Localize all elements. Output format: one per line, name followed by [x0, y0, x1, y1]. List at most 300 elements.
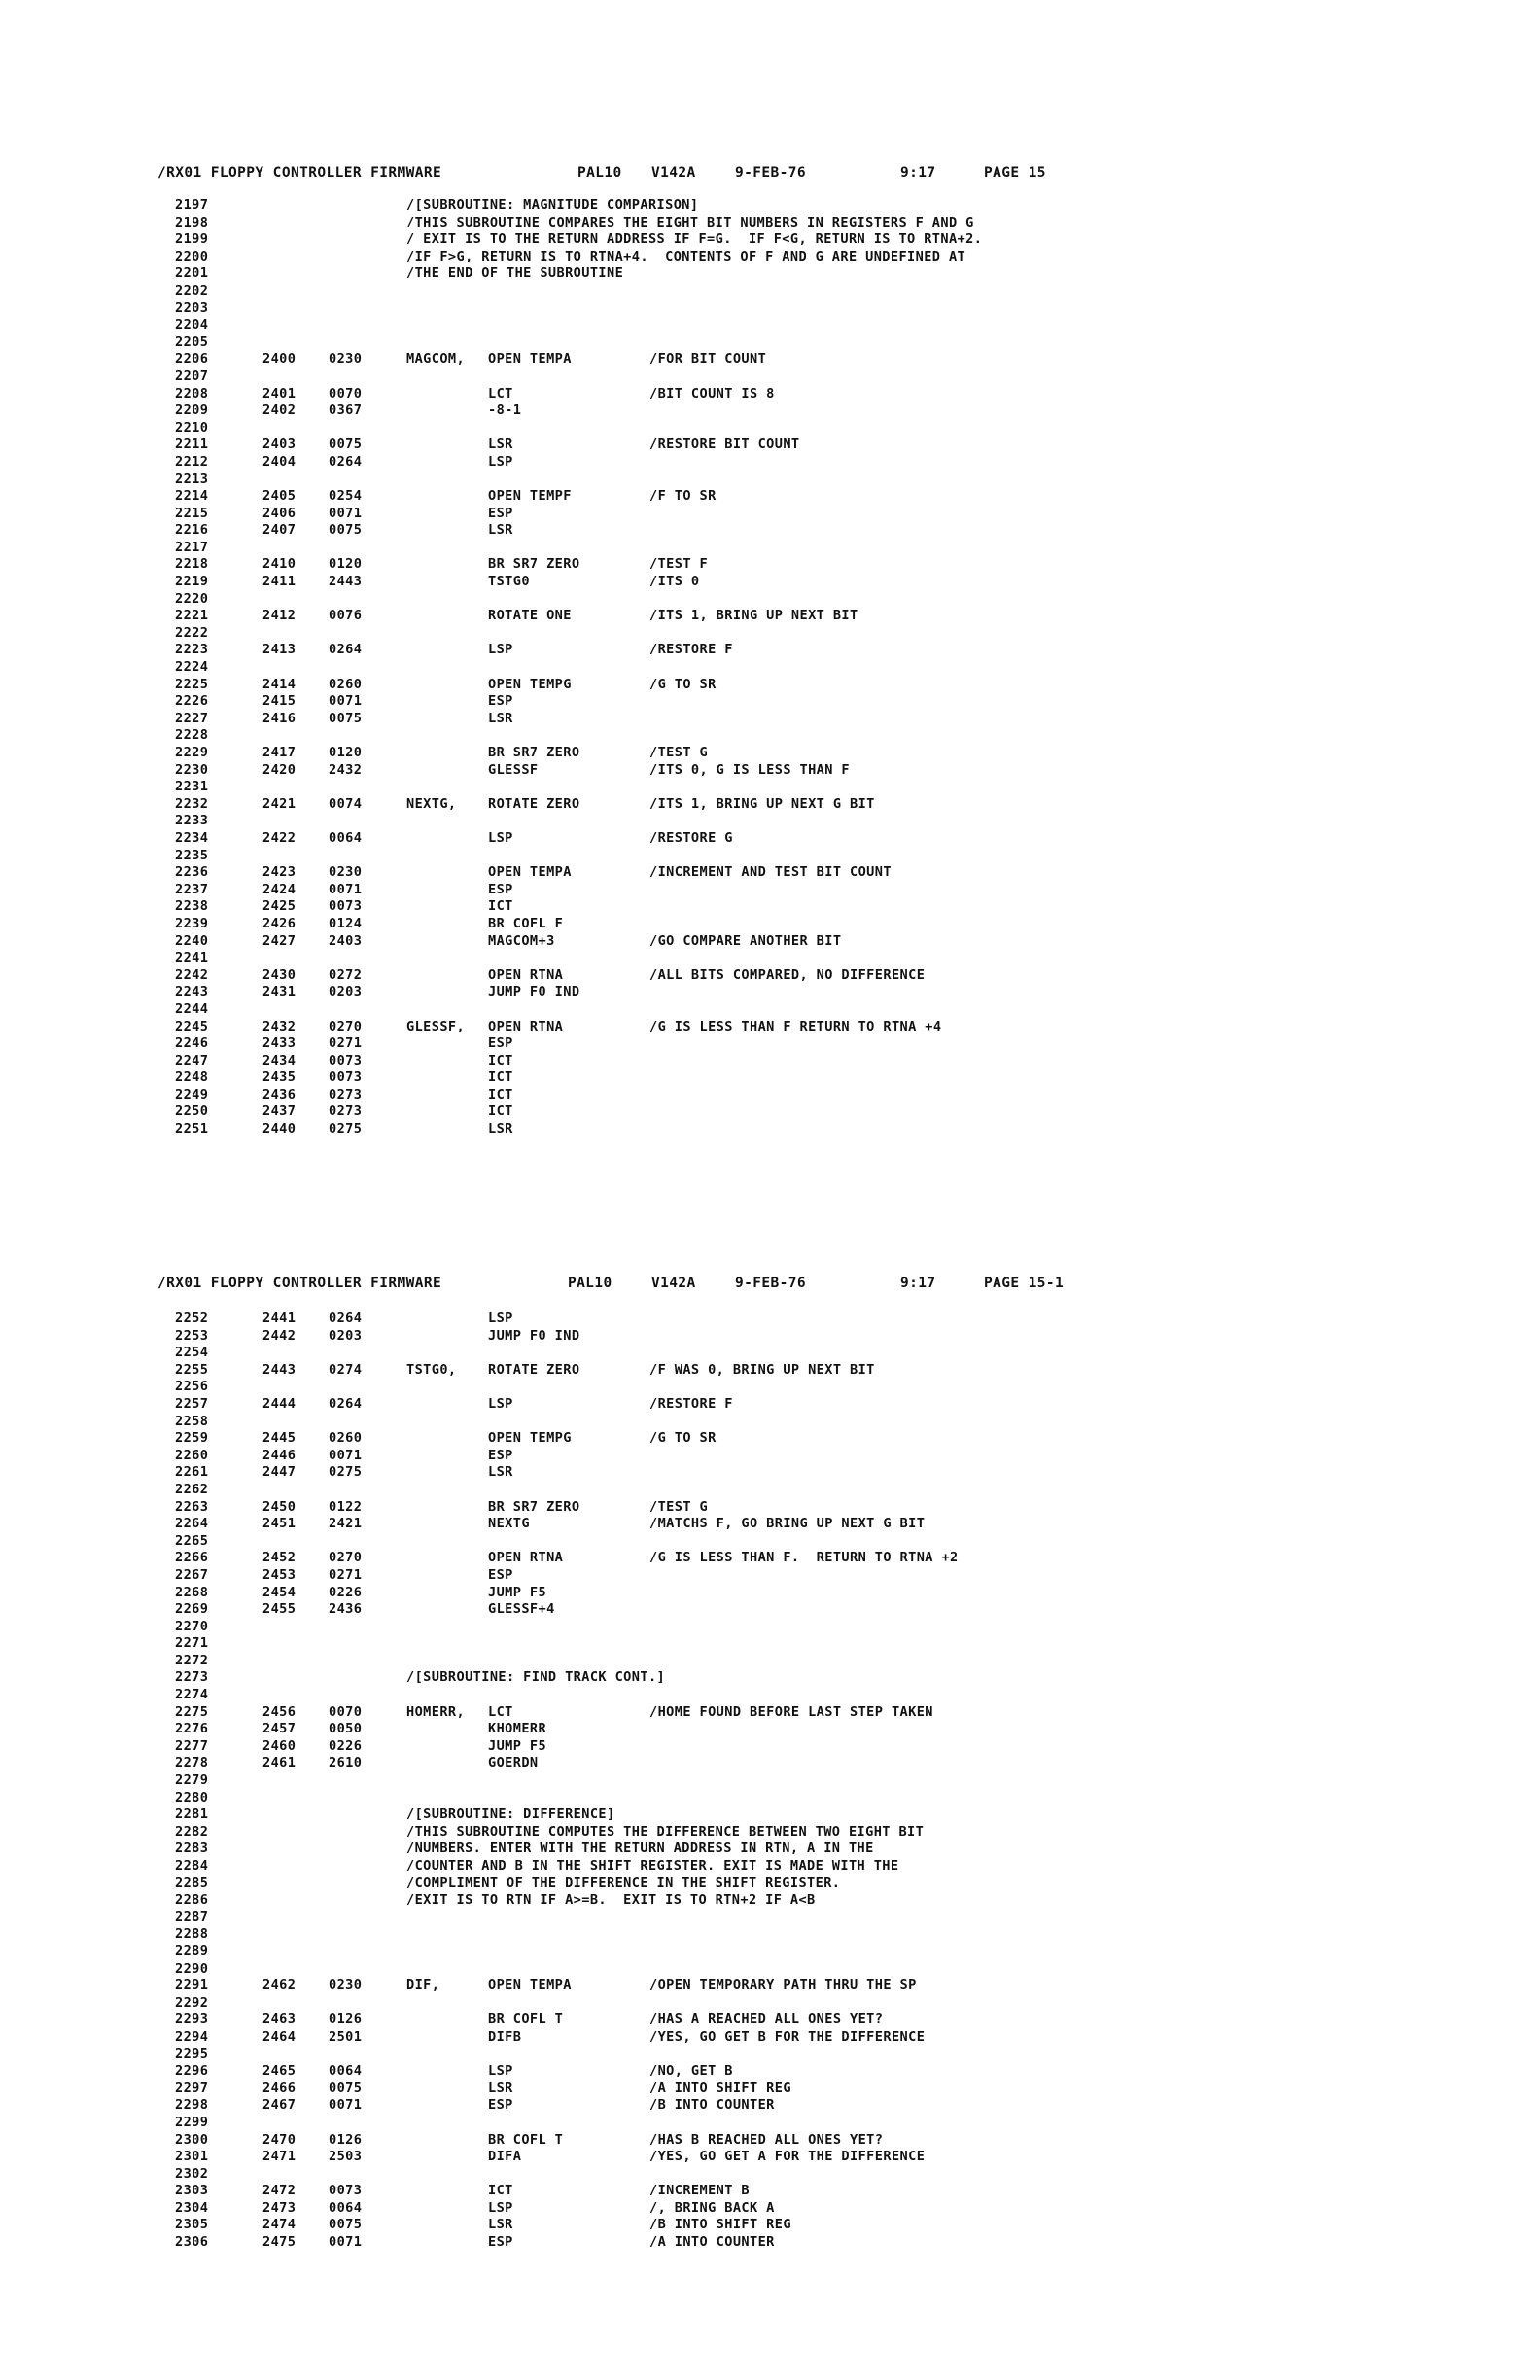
header-title: /RX01 FLOPPY CONTROLLER FIRMWARE	[158, 165, 442, 181]
instruction: ESP	[488, 1566, 513, 1583]
line-number: 2210	[175, 419, 209, 436]
instruction: ROTATE ZERO	[488, 1361, 580, 1378]
address: 2455	[262, 1601, 297, 1618]
address: 2446	[262, 1447, 297, 1463]
listing-line	[0, 1892, 1540, 1909]
line-number: 2227	[175, 710, 209, 726]
opcode: 0274	[329, 1361, 363, 1378]
opcode: 0230	[329, 1978, 363, 1994]
comment: /TEST G	[649, 1498, 709, 1515]
instruction: ROTATE ONE	[488, 608, 572, 624]
address: 2436	[262, 1086, 297, 1102]
line-number: 2214	[175, 488, 209, 505]
address: 2411	[262, 574, 297, 590]
listing-line	[0, 1585, 1540, 1602]
line-number: 2248	[175, 1069, 209, 1086]
instruction: ICT	[488, 1086, 513, 1102]
comment: /B INTO COUNTER	[649, 2097, 775, 2114]
listing-line	[0, 1978, 1540, 1995]
listing-line	[0, 420, 1540, 438]
opcode: 0071	[329, 2234, 363, 2251]
opcode: 0275	[329, 1121, 363, 1138]
opcode: 0203	[329, 1327, 363, 1344]
listing-line	[0, 2149, 1540, 2166]
comment: /ITS 1, BRING UP NEXT BIT	[649, 608, 858, 624]
comment-block: /[SUBROUTINE: FIND TRACK CONT.]	[406, 1669, 666, 1686]
line-number: 2298	[175, 2097, 209, 2114]
address: 2433	[262, 1035, 297, 1052]
comment: /FOR BIT COUNT	[649, 351, 767, 368]
listing-line	[0, 540, 1540, 557]
line-number: 2204	[175, 317, 209, 333]
opcode: 0273	[329, 1086, 363, 1102]
address: 2437	[262, 1103, 297, 1120]
comment: /MATCHS F, GO BRING UP NEXT G BIT	[649, 1516, 926, 1532]
line-number: 2243	[175, 984, 209, 1000]
listing-line	[0, 1414, 1540, 1431]
instruction: JUMP F0 IND	[488, 984, 580, 1000]
instruction: OPEN RTNA	[488, 966, 564, 983]
line-number: 2283	[175, 1840, 209, 1857]
address: 2471	[262, 2149, 297, 2165]
listing-line	[0, 693, 1540, 711]
address: 2422	[262, 829, 297, 846]
address: 2427	[262, 932, 297, 949]
address: 2434	[262, 1052, 297, 1068]
listing-line	[0, 2081, 1540, 2098]
page-header	[158, 1276, 1421, 1295]
opcode: 0270	[329, 1018, 363, 1034]
opcode: 0075	[329, 522, 363, 539]
instruction: GLESSF	[488, 761, 539, 778]
address: 2417	[262, 745, 297, 760]
instruction: OPEN TEMPA	[488, 351, 572, 368]
line-number: 2225	[175, 676, 209, 692]
line-number: 2208	[175, 385, 209, 402]
listing-line	[0, 2047, 1540, 2064]
opcode: 0050	[329, 1721, 363, 1737]
line-number: 2242	[175, 966, 209, 983]
instruction: ICT	[488, 1052, 513, 1068]
instruction: ESP	[488, 505, 513, 521]
opcode: 0075	[329, 710, 363, 726]
line-number: 2287	[175, 1908, 209, 1925]
header-date: 9-FEB-76	[735, 1276, 807, 1291]
comment: /GO COMPARE ANOTHER BIT	[649, 932, 842, 949]
listing-line	[0, 556, 1540, 574]
line-number: 2249	[175, 1086, 209, 1102]
comment: /ITS 0	[649, 574, 700, 590]
address: 2463	[262, 2012, 297, 2028]
listing-line	[0, 1499, 1540, 1517]
instruction: OPEN TEMPG	[488, 1430, 572, 1447]
line-number: 2247	[175, 1052, 209, 1068]
opcode: 0273	[329, 1103, 363, 1120]
address: 2474	[262, 2217, 297, 2233]
listing-line	[0, 2012, 1540, 2029]
opcode: 0075	[329, 2217, 363, 2233]
opcode: 0064	[329, 829, 363, 846]
listing-line	[0, 2183, 1540, 2200]
address: 2413	[262, 642, 297, 658]
address: 2457	[262, 1721, 297, 1737]
address: 2464	[262, 2028, 297, 2045]
listing-line	[0, 950, 1540, 967]
listing-line	[0, 848, 1540, 865]
opcode: 0260	[329, 676, 363, 692]
comment: /ITS 0, G IS LESS THAN F	[649, 761, 851, 778]
listing-line	[0, 1926, 1540, 1943]
label: DIF,	[406, 1978, 440, 1994]
comment: /OPEN TEMPORARY PATH THRU THE SP	[649, 1978, 917, 1994]
line-number: 2222	[175, 624, 209, 641]
line-number: 2290	[175, 1960, 209, 1977]
listing-line	[0, 1635, 1540, 1653]
opcode: 0071	[329, 881, 363, 897]
opcode: 0226	[329, 1584, 363, 1600]
listing-line	[0, 2029, 1540, 2047]
instruction: JUMP F0 IND	[488, 1327, 580, 1344]
line-number: 2252	[175, 1311, 209, 1326]
instruction: LSP	[488, 1395, 513, 1412]
instruction: LSP	[488, 1311, 513, 1326]
listing-line	[0, 454, 1540, 472]
opcode: 2501	[329, 2028, 363, 2045]
opcode: 0071	[329, 2097, 363, 2114]
opcode: 2443	[329, 574, 363, 590]
comment: /YES, GO GET A FOR THE DIFFERENCE	[649, 2149, 926, 2165]
line-number: 2294	[175, 2028, 209, 2045]
opcode: 0075	[329, 2080, 363, 2096]
listing-line	[0, 231, 1540, 249]
listing-line	[0, 898, 1540, 916]
comment: /G TO SR	[649, 1430, 717, 1447]
opcode: 0260	[329, 1430, 363, 1447]
opcode: 0264	[329, 1311, 363, 1326]
listing-line	[0, 2097, 1540, 2115]
listing-line	[0, 813, 1540, 830]
opcode: 0064	[329, 2199, 363, 2216]
opcode: 0272	[329, 966, 363, 983]
listing-line	[0, 1601, 1540, 1619]
opcode: 0075	[329, 437, 363, 453]
listing-line	[0, 1311, 1540, 1328]
listing-line	[0, 1464, 1540, 1482]
line-number: 2305	[175, 2217, 209, 2233]
line-number: 2215	[175, 505, 209, 521]
listing-line	[0, 386, 1540, 403]
instruction: LSR	[488, 2080, 513, 2096]
line-number: 2205	[175, 333, 209, 350]
address: 2470	[262, 2131, 297, 2148]
address: 2400	[262, 351, 297, 368]
listing-line	[0, 402, 1540, 420]
line-number: 2219	[175, 574, 209, 590]
line-number: 2270	[175, 1618, 209, 1634]
instruction: JUMP F5	[488, 1737, 547, 1754]
listing-line	[0, 1448, 1540, 1465]
line-number: 2306	[175, 2234, 209, 2251]
line-number: 2224	[175, 659, 209, 676]
comment-block: /THIS SUBROUTINE COMPARES THE EIGHT BIT NUMBERS IN REGISTERS F AND G	[406, 214, 974, 230]
listing-line	[0, 1019, 1540, 1036]
comment-block: /EXIT IS TO RTN IF A>=B. EXIT IS TO RTN+2 IF A<B	[406, 1892, 816, 1908]
opcode: 0126	[329, 2012, 363, 2028]
listing-line	[0, 1516, 1540, 1533]
instruction: ROTATE ZERO	[488, 795, 580, 812]
line-number: 2239	[175, 915, 209, 931]
listing-line	[0, 762, 1540, 780]
address: 2402	[262, 402, 297, 419]
header-date: 9-FEB-76	[735, 165, 807, 181]
line-number: 2201	[175, 265, 209, 282]
line-number: 2234	[175, 829, 209, 846]
instruction: BR COFL F	[488, 915, 564, 931]
line-number: 2220	[175, 590, 209, 607]
opcode: 0071	[329, 505, 363, 521]
opcode: 0230	[329, 351, 363, 368]
address: 2441	[262, 1311, 297, 1326]
opcode: 2432	[329, 761, 363, 778]
line-number: 2300	[175, 2131, 209, 2148]
address: 2442	[262, 1327, 297, 1344]
opcode: 0275	[329, 1464, 363, 1481]
line-number: 2303	[175, 2183, 209, 2199]
listing-line	[0, 1721, 1540, 1738]
instruction: ESP	[488, 1447, 513, 1463]
comment: /RESTORE G	[649, 829, 733, 846]
listing-line	[0, 1858, 1540, 1875]
listing-line	[0, 984, 1540, 1001]
line-number: 2259	[175, 1430, 209, 1447]
line-number: 2291	[175, 1978, 209, 1994]
listing-line	[0, 1345, 1540, 1362]
comment-block: /THIS SUBROUTINE COMPUTES THE DIFFERENCE BETWEEN TWO EIGHT BIT	[406, 1823, 925, 1839]
address: 2401	[262, 385, 297, 402]
comment: /A INTO SHIFT REG	[649, 2080, 791, 2096]
header-assembler: PAL10	[578, 165, 622, 181]
line-number: 2262	[175, 1481, 209, 1497]
comment-block: /THE END OF THE SUBROUTINE	[406, 265, 624, 282]
instruction: BR COFL T	[488, 2131, 564, 2148]
line-number: 2293	[175, 2012, 209, 2028]
opcode: 0270	[329, 1550, 363, 1566]
line-number: 2297	[175, 2080, 209, 2096]
line-number: 2273	[175, 1669, 209, 1686]
line-number: 2232	[175, 795, 209, 812]
instruction: LCT	[488, 385, 513, 402]
address: 2443	[262, 1361, 297, 1378]
address: 2420	[262, 761, 297, 778]
listing-line	[0, 864, 1540, 882]
listing-line	[0, 1001, 1540, 1019]
listing-line	[0, 249, 1540, 266]
listing-line	[0, 1362, 1540, 1380]
line-number: 2268	[175, 1584, 209, 1600]
listing-line	[0, 1533, 1540, 1551]
instruction: BR SR7 ZERO	[488, 556, 580, 573]
listing-line	[0, 1121, 1540, 1138]
address: 2452	[262, 1550, 297, 1566]
line-number: 2244	[175, 1000, 209, 1017]
comment: /ITS 1, BRING UP NEXT G BIT	[649, 795, 875, 812]
listing-line	[0, 574, 1540, 591]
address: 2405	[262, 488, 297, 505]
opcode: 0203	[329, 984, 363, 1000]
comment: /INCREMENT B	[649, 2183, 751, 2199]
line-number: 2235	[175, 847, 209, 863]
instruction: LCT	[488, 1703, 513, 1720]
comment: /YES, GO GET B FOR THE DIFFERENCE	[649, 2028, 926, 2045]
address: 2416	[262, 710, 297, 726]
comment: /HAS B REACHED ALL ONES YET?	[649, 2131, 884, 2148]
listing-line	[0, 1790, 1540, 1807]
instruction: OPEN TEMPA	[488, 864, 572, 881]
line-number: 2271	[175, 1635, 209, 1652]
opcode: 0367	[329, 402, 363, 419]
listing-line	[0, 506, 1540, 523]
instruction: ESP	[488, 2097, 513, 2114]
header-version: V142A	[651, 1276, 696, 1291]
address: 2467	[262, 2097, 297, 2114]
line-number: 2257	[175, 1395, 209, 1412]
opcode: 2610	[329, 1755, 363, 1771]
opcode: 0264	[329, 1395, 363, 1412]
address: 2423	[262, 864, 297, 881]
opcode: 0074	[329, 795, 363, 812]
address: 2461	[262, 1755, 297, 1771]
line-number: 2211	[175, 437, 209, 453]
address: 2435	[262, 1069, 297, 1086]
opcode: 0070	[329, 1703, 363, 1720]
instruction: LSP	[488, 2199, 513, 2216]
listing-line	[0, 2200, 1540, 2218]
listing-line	[0, 967, 1540, 985]
listing-line	[0, 1567, 1540, 1585]
line-number: 2200	[175, 248, 209, 264]
instruction: BR COFL T	[488, 2012, 564, 2028]
address: 2473	[262, 2199, 297, 2216]
address: 2431	[262, 984, 297, 1000]
opcode: 0120	[329, 556, 363, 573]
line-number: 2213	[175, 471, 209, 487]
listing-line	[0, 334, 1540, 352]
address: 2475	[262, 2234, 297, 2251]
comment: /A INTO COUNTER	[649, 2234, 775, 2251]
line-number: 2269	[175, 1601, 209, 1618]
address: 2456	[262, 1703, 297, 1720]
line-number: 2280	[175, 1789, 209, 1805]
listing-line	[0, 1961, 1540, 1978]
listing-line	[0, 522, 1540, 540]
opcode: 2503	[329, 2149, 363, 2165]
listing-line	[0, 351, 1540, 368]
address: 2404	[262, 453, 297, 470]
listing-line	[0, 265, 1540, 283]
listing-line	[0, 197, 1540, 215]
opcode: 0064	[329, 2063, 363, 2080]
line-number: 2272	[175, 1652, 209, 1668]
line-number: 2278	[175, 1755, 209, 1771]
instruction: GLESSF+4	[488, 1601, 555, 1618]
listing-line	[0, 1909, 1540, 1927]
line-number: 2286	[175, 1892, 209, 1908]
opcode: 0230	[329, 864, 363, 881]
listing-line	[0, 1943, 1540, 1961]
instruction: LSR	[488, 522, 513, 539]
instruction: ESP	[488, 693, 513, 710]
opcode: 0124	[329, 915, 363, 931]
line-number: 2246	[175, 1035, 209, 1052]
line-number: 2277	[175, 1737, 209, 1754]
page-header	[158, 165, 1421, 185]
line-number: 2212	[175, 453, 209, 470]
line-number: 2245	[175, 1018, 209, 1034]
line-number: 2217	[175, 539, 209, 555]
listing-line	[0, 779, 1540, 796]
opcode: 2421	[329, 1516, 363, 1532]
line-number: 2279	[175, 1772, 209, 1789]
line-number: 2223	[175, 642, 209, 658]
comment: /F WAS 0, BRING UP NEXT BIT	[649, 1361, 875, 1378]
listing-line	[0, 677, 1540, 694]
line-number: 2241	[175, 950, 209, 966]
opcode: 0120	[329, 745, 363, 760]
listing-line	[0, 2115, 1540, 2132]
opcode: 0073	[329, 1069, 363, 1086]
line-number: 2304	[175, 2199, 209, 2216]
comment: /RESTORE F	[649, 1395, 733, 1412]
comment: /F TO SR	[649, 488, 717, 505]
listing-line	[0, 1550, 1540, 1567]
listing-line	[0, 1704, 1540, 1722]
listing-lines	[0, 1311, 1540, 2252]
header-time: 9:17	[900, 1276, 936, 1291]
line-number: 2206	[175, 351, 209, 368]
address: 2462	[262, 1978, 297, 1994]
line-number: 2202	[175, 282, 209, 298]
address: 2415	[262, 693, 297, 710]
address: 2465	[262, 2063, 297, 2080]
listing-line	[0, 2234, 1540, 2252]
label: NEXTG,	[406, 795, 457, 812]
opcode: 0126	[329, 2131, 363, 2148]
instruction: TSTG0	[488, 574, 530, 590]
listing-line	[0, 1738, 1540, 1756]
header-page: PAGE 15-1	[984, 1276, 1065, 1291]
line-number: 2276	[175, 1721, 209, 1737]
line-number: 2221	[175, 608, 209, 624]
address: 2445	[262, 1430, 297, 1447]
label: MAGCOM,	[406, 351, 466, 368]
comment: /TEST G	[649, 745, 709, 760]
comment-block: /COMPLIMENT OF THE DIFFERENCE IN THE SHIFT REGISTER.	[406, 1874, 841, 1891]
header-version: V142A	[651, 165, 696, 181]
comment: /G IS LESS THAN F RETURN TO RTNA +4	[649, 1018, 942, 1034]
comment: /, BRING BACK A	[649, 2199, 775, 2216]
opcode: 2436	[329, 1601, 363, 1618]
line-number: 2292	[175, 1994, 209, 2011]
comment: /G TO SR	[649, 676, 717, 692]
line-number: 2238	[175, 898, 209, 915]
comment: /NO, GET B	[649, 2063, 733, 2080]
opcode: 0226	[329, 1737, 363, 1754]
line-number: 2260	[175, 1447, 209, 1463]
comment: /TEST F	[649, 556, 709, 573]
comment: /HAS A REACHED ALL ONES YET?	[649, 2012, 884, 2028]
opcode: 0271	[329, 1566, 363, 1583]
instruction: LSR	[488, 1464, 513, 1481]
